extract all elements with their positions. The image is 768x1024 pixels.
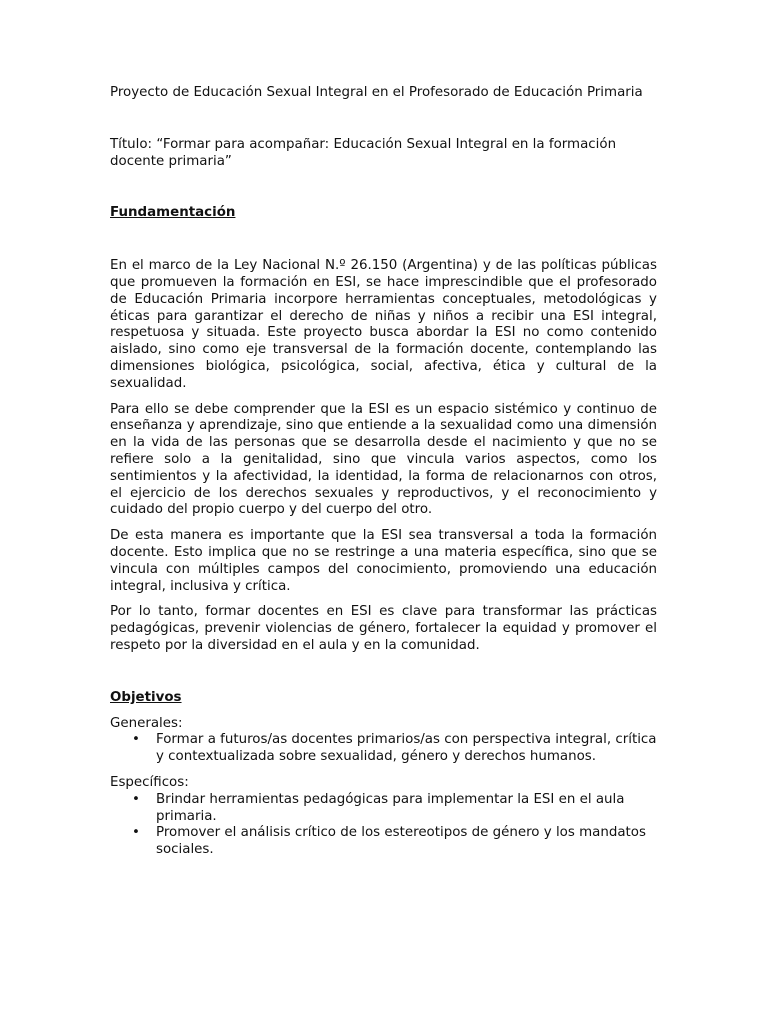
document-body bbox=[110, 85, 657, 859]
list-especificos bbox=[110, 792, 657, 859]
subheading-especificos: Específicos: bbox=[110, 774, 189, 790]
list-item-text: Promover el análisis crítico de los estereotipos de género y los mandatos sociales. bbox=[156, 825, 646, 858]
paragraph: De esta manera es importante que la ESI sea transversal a toda la formación docente. Esto implica que no se restringe a una materia específica, sino que se vincula con múltiples campos del conocimiento, promoviendo una educación integral, inclusiva y crítica. bbox=[110, 528, 657, 594]
list-item-text: Formar a futuros/as docentes primarios/as con perspectiva integral, crítica y contextualizada sobre sexualidad, género y derechos humanos. bbox=[156, 732, 657, 765]
bullet-icon: • bbox=[132, 732, 140, 748]
list-generales bbox=[110, 732, 657, 766]
list-item bbox=[110, 825, 657, 859]
project-line: Proyecto de Educación Sexual Integral en el Profesorado de Educación Primaria bbox=[110, 85, 643, 100]
document-title: Título: “Formar para acompañar: Educación Sexual Integral en la formación docente primaria” bbox=[110, 136, 617, 169]
subheading-generales: Generales: bbox=[110, 715, 183, 731]
bullet-icon: • bbox=[132, 825, 140, 841]
section-heading-fundamentacion: Fundamentación bbox=[110, 205, 236, 221]
section-heading-objetivos: Objetivos bbox=[110, 689, 182, 705]
bullet-icon: • bbox=[132, 791, 140, 807]
list-item bbox=[110, 792, 657, 826]
list-item-text: Brindar herramientas pedagógicas para implementar la ESI en el aula primaria. bbox=[156, 791, 625, 824]
paragraph: En el marco de la Ley Nacional N.º 26.150 (Argentina) y de las políticas públicas que promueven la formación en ESI, se hace imprescindible que el profesorado de Educación Primaria incorpore herramientas conceptuales, metodológicas y éticas para garantizar el derecho de niñas y niños a recibir una ESI integral, respetuosa y situada. Este proyecto busca abordar la ESI no como contenido aislado, sino como eje transversal de la formación docente, contemplando las dimensiones biológica, psicológica, social, afectiva, ética y cultural de la sexualidad. bbox=[110, 258, 657, 391]
paragraph: Por lo tanto, formar docentes en ESI es clave para transformar las prácticas pedagógicas, prevenir violencias de género, fortalecer la equidad y promover el respeto por la diversidad en el aula y en la comunidad. bbox=[110, 604, 657, 653]
list-item bbox=[110, 732, 657, 766]
paragraph: Para ello se debe comprender que la ESI es un espacio sistémico y continuo de enseñanza y aprendizaje, sino que entiende a la sexualidad como una dimensión en la vida de las personas que se desarrolla desde el nacimiento y que no se refiere solo a la genitalidad, sino que vincula varios aspectos, como los sentimientos y la afectividad, la identidad, la forma de relacionarnos con otros, el ejercicio de los derechos sexuales y reproductivos, y el reconocimiento y cuidado del propio cuerpo y del cuerpo del otro. bbox=[110, 401, 657, 518]
